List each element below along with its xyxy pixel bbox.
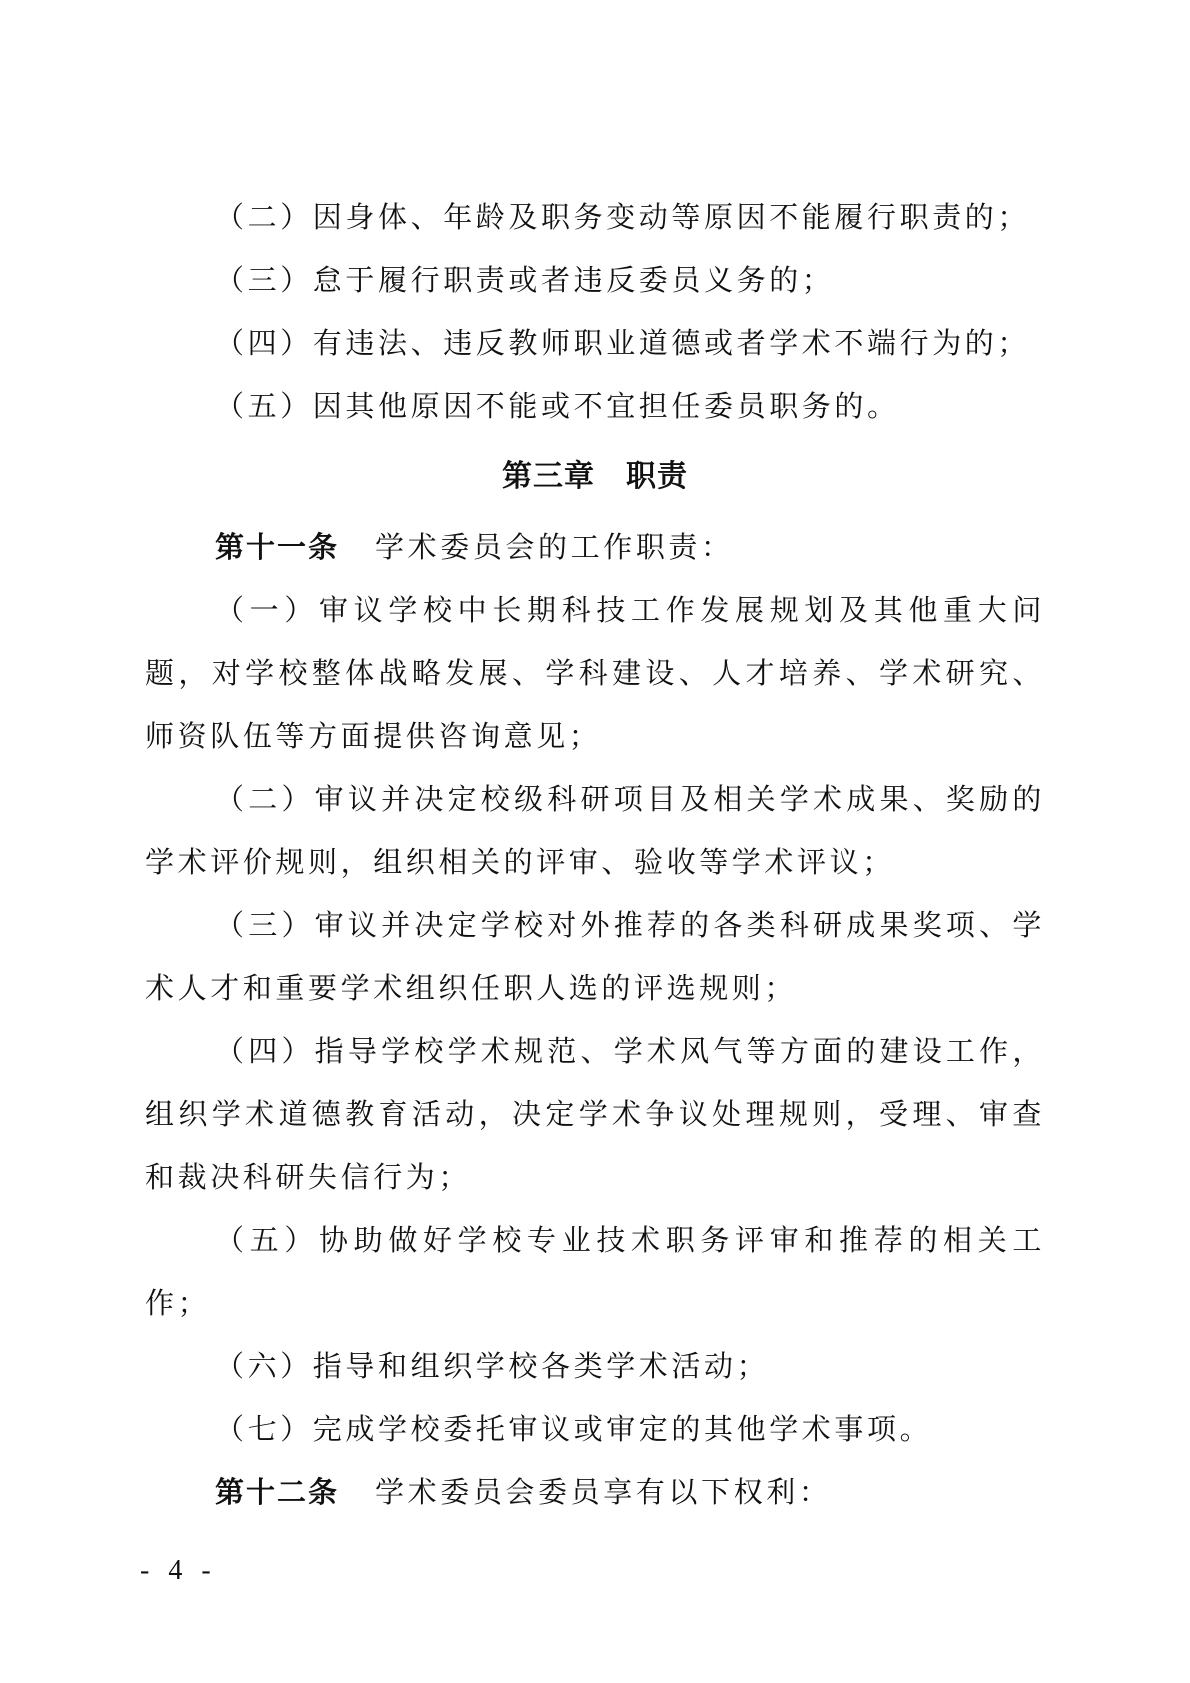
clause-item-3: （三）怠于履行职责或者违反委员义务的； [215,263,835,297]
duty-item-6: （六）指导和组织学校各类学术活动； [215,1349,770,1383]
clause-item-5: （五）因其他原因不能或不宜担任委员职务的。 [215,389,900,423]
duty-item-7: （七）完成学校委托审议或审定的其他学术事项。 [215,1412,933,1446]
article-12-label: 第十二条 [215,1475,340,1509]
page-number: - 4 - [140,1555,217,1586]
page-content [145,186,1045,1524]
article-11 [145,516,1045,579]
clause-item-4: （四）有违法、违反教师职业道德或者学术不端行为的； [215,326,1031,360]
article-11-label: 第十一条 [215,530,340,564]
clause-item-2: （二）因身体、年龄及职务变动等原因不能履行职责的； [215,200,1031,234]
duty-item-4: （四）指导学校学术规范、学术风气等方面的建设工作，组织学术道德教育活动，决定学术争议处理规则，受理、审查和裁决科研失信行为； [145,1034,1045,1194]
article-12 [145,1461,1045,1524]
duty-item-5: （五）协助做好学校专业技术职务评审和推荐的相关工作； [145,1223,1045,1320]
article-12-text: 学术委员会委员享有以下权利： [375,1475,832,1509]
article-11-text: 学术委员会的工作职责： [375,530,734,564]
duty-item-3: （三）审议并决定学校对外推荐的各类科研成果奖项、学术人才和重要学术组织任职人选的评选规则； [145,908,1045,1005]
duty-item-1: （一）审议学校中长期科技工作发展规划及其他重大问题，对学校整体战略发展、学科建设、人才培养、学术研究、师资队伍等方面提供咨询意见； [145,593,1045,753]
duty-item-2: （二）审议并决定校级科研项目及相关学术成果、奖励的学术评价规则，组织相关的评审、验收等学术评议； [145,782,1045,879]
chapter-heading: 第三章 职责 [502,459,688,494]
